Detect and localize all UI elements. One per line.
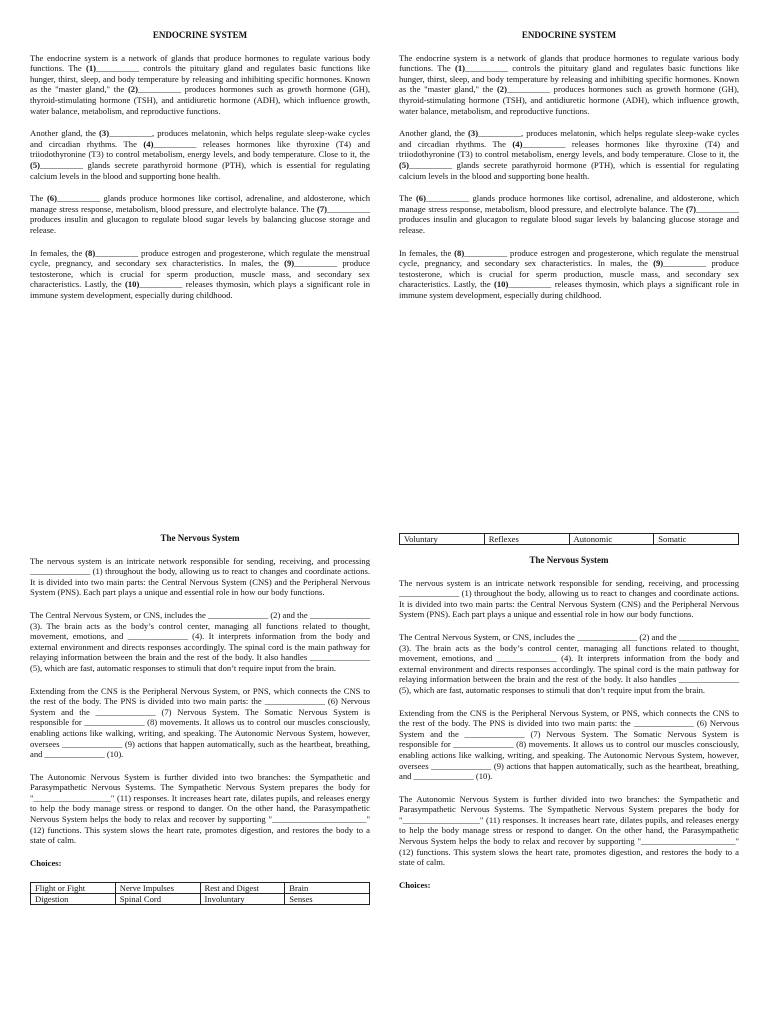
paragraph-text: __________ releases thymosin, which plays a significant role in immune system development, especially during childhood. [30, 279, 370, 300]
endocrine-paragraph [399, 128, 739, 181]
paragraph-text: Another gland, the [30, 128, 100, 139]
endocrine-section-left [30, 30, 370, 312]
paragraph-text: __________ glands secrete parathyroid hormone (PTH), which is essential for regulating calcium levels in the blood and supporting bone health. [30, 159, 370, 181]
nervous-title: The Nervous System [529, 555, 609, 565]
nervous-paragraph: Extending from the CNS is the Peripheral Nervous System, or PNS, which connects the CNS to the rest of the body. The PNS is divided into two main parts: the ______________ (6) Nervous System and the ______________ (7) Nervous System. The Somatic Nervous System is responsible for ______________ (8) movements. It allows us to control our muscles consciously, enabling actions like walking, writing, and speaking. The Autonomic Nervous System, however, oversees ______________ (9) actions that happen automatically, such as the heartbeat, breathing, and ______________ (10). [399, 707, 739, 782]
endocrine-section-right [399, 30, 739, 312]
blank-number: (3) [99, 128, 110, 139]
blank-number: (9) [653, 258, 664, 269]
blank-number: (3) [468, 128, 479, 139]
word-bank-table-top [399, 533, 739, 545]
word-bank-row [31, 894, 370, 905]
endocrine-body [399, 53, 739, 301]
blank-number: (2) [127, 84, 138, 95]
paragraph-text: __________ releases thymosin, which plays a significant role in immune system development, especially during childhood. [399, 279, 739, 300]
choices-label: Choices: [399, 879, 431, 890]
paragraph-text: The endocrine system is a network of glands that produce hormones to regulate various body functions. The [399, 52, 739, 74]
word-bank-cell: Flight or Fight [31, 883, 116, 894]
nervous-paragraph: The nervous system is an intricate network responsible for sending, receiving, and processing ______________ (1) throughout the body, allowing us to react to changes and coordinate actions. It is divided into two main parts: the Central Nervous System (CNS) and the Peripheral Nervous System (PNS). Each part plays a unique and essential role in how our body functions. [30, 555, 370, 598]
blank-number: (8) [454, 247, 465, 258]
word-bank-row [31, 883, 370, 894]
paragraph-text: __________ releases hormones like thyroxine (T4) and triiodothyronine (T3) to control metabolism, energy levels, and body temperature. Close to it, the [399, 138, 740, 160]
blank-number: (6) [415, 193, 426, 204]
nervous-section-right [399, 533, 739, 890]
paragraph-text: The [30, 193, 47, 204]
endocrine-paragraph [30, 128, 370, 181]
nervous-paragraph: The Autonomic Nervous System is further divided into two branches: the Sympathetic and Parasympathetic Nervous Systems. The Sympathetic Nervous System prepares the body for "__________________" (11) responses. It increases heart rate, dilates pupils, and releases energy to help the body manage stress or respond to danger. On the other hand, the Parasympathetic Nervous System helps the body to relax and recover by supporting "______________________" (12) functions. This system slows the heart rate, promotes digestion, and restores the body to a state of calm. [30, 771, 370, 846]
blank-number: (10) [125, 279, 140, 290]
nervous-section-left [30, 533, 370, 905]
endocrine-paragraph [399, 193, 739, 235]
nervous-paragraph: The Central Nervous System, or CNS, includes the ______________ (2) and the ______________ (3). The brain acts as the body’s control center, managing all functions related to thought, movement, emotions, and ______________ (4). It interprets information from the body and external environment and directs responses accordingly. The spinal cord is the main pathway for relaying information between the brain and the rest of the body. It also handles ______________ (5), which are fast, automatic responses to stimuli that don’t require input from the brain. [30, 609, 370, 673]
paragraph-text: __________ produces insulin and glucagon to regulate blood sugar levels by balancing glucose storage and release. [30, 203, 370, 235]
endocrine-title: ENDOCRINE SYSTEM [152, 30, 248, 40]
nervous-paragraph: The Autonomic Nervous System is further divided into two branches: the Sympathetic and Parasympathetic Nervous Systems. The Sympathetic Nervous System prepares the body for "__________________" (11) responses. It increases heart rate, dilates pupils, and releases energy to help the body manage stress or respond to danger. On the other hand, the Parasympathetic Nervous System helps the body to relax and recover by supporting "______________________" (12) functions. This system slows the heart rate, promotes digestion, and restores the body to a state of calm. [399, 793, 739, 868]
paragraph-text: __________ controls the pituitary gland and regulates basic functions like hunger, thirst, sleep, and body temperature by releasing and inhibiting specific hormones. Known as the "master gland," the [30, 63, 371, 95]
blank-number: (4) [512, 138, 523, 149]
paragraph-text: __________ produces hormones such as growth hormone (GH), thyroid-stimulating hormone (TSH), and antidiuretic hormone (ADH), which influence growth, water balance, metabolism, and reproductive functions. [399, 84, 740, 116]
blank-number: (1) [454, 63, 465, 74]
paragraph-text: __________ produce estrogen and progesterone, which regulate the menstrual cycle, pregnancy, and secondary sex characteristics. In males, the [30, 247, 370, 269]
paragraph-text: __________ produces insulin and glucagon to regulate blood sugar levels by balancing glucose storage and release. [399, 203, 739, 235]
paragraph-text: In females, the [399, 247, 455, 258]
endocrine-paragraph [30, 53, 370, 117]
paragraph-text: __________ controls the pituitary gland and regulates basic functions like hunger, thirst, sleep, and body temperature by releasing and inhibiting specific hormones. Known as the "master gland," the [399, 63, 740, 95]
paragraph-text: __________ glands secrete parathyroid hormone (PTH), which is essential for regulating calcium levels in the blood and supporting bone health. [399, 159, 739, 181]
blank-number: (7) [317, 203, 328, 214]
endocrine-body [30, 53, 370, 301]
paragraph-text: Another gland, the [399, 128, 469, 139]
blank-number: (9) [284, 258, 295, 269]
blank-number: (2) [496, 84, 507, 95]
paragraph-text: __________ produce testosterone, which is crucial for sperm production, muscle mass, and secondary sex characteristics. Lastly, the [30, 258, 370, 290]
endocrine-paragraph [399, 248, 739, 301]
paragraph-text: __________, produces melatonin, which helps regulate sleep-wake cycles and circadian rhythms. The [30, 128, 370, 149]
word-bank-cell: Digestion [31, 894, 116, 905]
paragraph-text: __________ produces hormones such as growth hormone (GH), thyroid-stimulating hormone (TSH), and antidiuretic hormone (ADH), which influence growth, water balance, metabolism, and reproductive functions. [30, 84, 371, 116]
nervous-paragraph: Extending from the CNS is the Peripheral Nervous System, or PNS, which connects the CNS to the rest of the body. The PNS is divided into two main parts: the ______________ (6) Nervous System and the ______________ (7) Nervous System. The Somatic Nervous System is responsible for ______________ (8) movements. It allows us to control our muscles consciously, enabling actions like walking, writing, and speaking. The Autonomic Nervous System, however, oversees ______________ (9) actions that happen automatically, such as the heartbeat, breathing, and ______________ (10). [30, 685, 370, 760]
blank-number: (10) [494, 279, 509, 290]
paragraph-text: __________ produce estrogen and progesterone, which regulate the menstrual cycle, pregnancy, and secondary sex characteristics. In males, the [399, 247, 739, 269]
paragraph-text: In females, the [30, 247, 86, 258]
nervous-paragraph: The nervous system is an intricate network responsible for sending, receiving, and processing ______________ (1) throughout the body, allowing us to react to changes and coordinate actions. It is divided into two main parts: the Central Nervous System (CNS) and the Peripheral Nervous System (PNS). Each part plays a unique and essential role in how our body functions. [399, 577, 739, 620]
blank-number: (1) [85, 63, 96, 74]
blank-number: (6) [46, 193, 57, 204]
blank-number: (7) [686, 203, 697, 214]
endocrine-title: ENDOCRINE SYSTEM [521, 30, 617, 40]
word-bank-cell: Reflexes [484, 534, 569, 545]
word-bank-row [400, 534, 739, 545]
blank-number: (8) [85, 247, 96, 258]
paragraph-text: The endocrine system is a network of glands that produce hormones to regulate various body functions. The [30, 52, 370, 74]
paragraph-text: __________ glands produce hormones like cortisol, adrenaline, and aldosterone, which manage stress response, metabolism, blood pressure, and electrolyte balance. The [30, 193, 370, 214]
word-bank-cell: Autonomic [569, 534, 654, 545]
endocrine-paragraph [30, 193, 370, 235]
word-bank-cell: Involuntary [200, 894, 285, 905]
endocrine-paragraph [30, 248, 370, 301]
blank-number: (4) [143, 138, 154, 149]
word-bank-cell: Brain [285, 883, 370, 894]
word-bank-table [30, 882, 370, 905]
word-bank-cell: Nerve Impulses [115, 883, 200, 894]
word-bank-cell: Voluntary [400, 534, 485, 545]
word-bank-cell: Somatic [654, 534, 739, 545]
paragraph-text: The [399, 193, 416, 204]
endocrine-paragraph [399, 53, 739, 117]
word-bank-cell: Rest and Digest [200, 883, 285, 894]
paragraph-text: __________ releases hormones like thyroxine (T4) and triiodothyronine (T3) to control metabolism, energy levels, and body temperature. Close to it, the [30, 138, 371, 160]
blank-number: (5) [30, 159, 41, 170]
paragraph-text: __________ glands produce hormones like cortisol, adrenaline, and aldosterone, which manage stress response, metabolism, blood pressure, and electrolyte balance. The [399, 193, 739, 214]
blank-number: (5) [399, 159, 410, 170]
paragraph-text: __________, produces melatonin, which helps regulate sleep-wake cycles and circadian rhythms. The [399, 128, 739, 149]
nervous-paragraph: The Central Nervous System, or CNS, includes the ______________ (2) and the ______________ (3). The brain acts as the body’s control center, managing all functions related to thought, movement, emotions, and ______________ (4). It interprets information from the body and external environment and directs responses accordingly. The spinal cord is the main pathway for relaying information between the brain and the rest of the body. It also handles ______________ (5), which are fast, automatic responses to stimuli that don’t require input from the brain. [399, 631, 739, 695]
word-bank-cell: Spinal Cord [115, 894, 200, 905]
nervous-title: The Nervous System [160, 533, 240, 543]
word-bank-cell: Senses [285, 894, 370, 905]
paragraph-text: __________ produce testosterone, which is crucial for sperm production, muscle mass, and secondary sex characteristics. Lastly, the [399, 258, 739, 290]
choices-label: Choices: [30, 857, 62, 868]
